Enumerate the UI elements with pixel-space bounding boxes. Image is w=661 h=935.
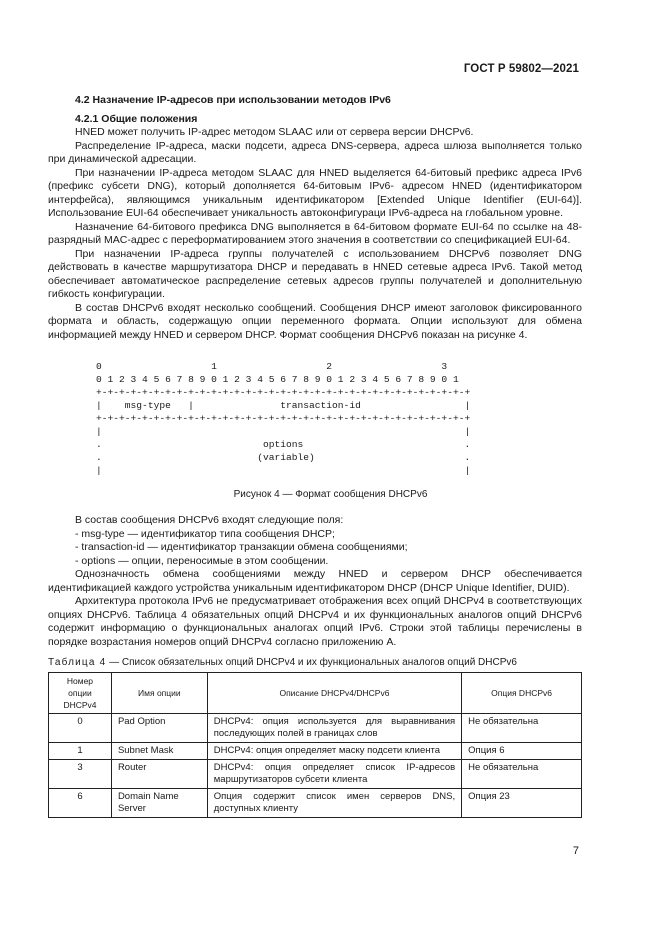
- table-cell: 6: [49, 789, 112, 818]
- table-cell: Subnet Mask: [111, 743, 207, 760]
- table-row: [49, 760, 582, 789]
- page-number: 7: [572, 845, 579, 857]
- standard-number: ГОСТ Р 59802—2021: [463, 63, 579, 75]
- body-text-1: [48, 126, 582, 342]
- section-heading: 4.2 Назначение IP-адресов при использовании методов IPv6: [75, 94, 391, 106]
- figure-line: 0 1 2 3: [96, 361, 448, 372]
- figure-line: | msg-type | transaction-id |: [96, 400, 471, 411]
- paragraph: В состав сообщения DHCPv6 входят следующие поля:: [75, 514, 344, 526]
- table-cell: 0: [49, 714, 112, 743]
- figure-caption: Рисунок 4 — Формат сообщения DHCPv6: [233, 489, 428, 500]
- table-cell: Router: [111, 760, 207, 789]
- body-text-2: [48, 514, 582, 649]
- paragraph: Архитектура протокола IPv6 не предусматривает отображения всех опций DHCPv4 в соответствующих опциях DHCPv6. Таблица 4 обязательных опций DHCPv4 и их функциональных аналогов опций DHCPv6 содержит информацию о функциональных аналогах опций IPv6. Строки этой таблицы перечислены в порядке возрастания номеров опций DHCPv4 согласно приложению А.: [48, 595, 582, 648]
- table-cell: Опция 23: [462, 789, 582, 818]
- list-item: - msg-type — идентификатор типа сообщения DHCP;: [75, 527, 335, 540]
- figure-line: +-+-+-+-+-+-+-+-+-+-+-+-+-+-+-+-+-+-+-+-+-+-+-+-+-+-+-+-+-+-+-+-+: [96, 387, 471, 398]
- table-cell: Опция содержит список имен серверов DNS, доступных клиенту: [207, 789, 461, 818]
- figure-line: +-+-+-+-+-+-+-+-+-+-+-+-+-+-+-+-+-+-+-+-+-+-+-+-+-+-+-+-+-+-+-+-+: [96, 413, 471, 424]
- paragraph: Распределение IP-адреса, маски подсети, адреса DNS-сервера, адреса шлюза выполняется только при динамической адресации.: [48, 139, 582, 165]
- paragraph: HNED может получить IP-адрес методом SLAAC или от сервера версии DHCPv6.: [75, 126, 474, 138]
- paragraph: При назначении IP-адреса методом SLAAC для HNED выделяется 64-битовый префикс адреса IPv6 (префикс субсети DNG), который дополняется 64-битовым IPv6- адресом HNED (идентификатором интерфейса), являющимся уникальным идентификатором [Extended Unique Identifier (EUI-64)]. Использование EUI-64 обеспечивает уникальность автоконфигураци IPv6-адреса на глобальном уровне.: [48, 166, 582, 219]
- list-item: - transaction-id — идентификатор транзакции обмена сообщениями;: [75, 541, 408, 553]
- table-cell: Pad Option: [111, 714, 207, 743]
- figure-line: | |: [96, 465, 471, 476]
- table-header-row: [49, 673, 582, 714]
- subsection-heading: 4.2.1 Общие положения: [75, 113, 198, 125]
- table-cell: Не обязательна: [462, 714, 582, 743]
- list-item: - options — опции, переносимые в этом сообщении.: [75, 554, 329, 567]
- table-caption-label: Таблица 4: [48, 657, 107, 668]
- paragraph: В состав DHCPv6 входят несколько сообщений. Сообщения DHCP имеют заголовок фиксированного формата и область, содержащую опции переменного формата. Опции используют для обмена информацией между HNED и сервером DHCP. Формат сообщения DHCPv6 показан на рисунке 4.: [48, 301, 582, 341]
- figure-line: . options .: [96, 439, 471, 450]
- options-table: [48, 672, 582, 818]
- figure-line: 0 1 2 3 4 5 6 7 8 9 0 1 2 3 4 5 6 7 8 9 0 1 2 3 4 5 6 7 8 9 0 1: [96, 374, 459, 385]
- table-row: [49, 743, 582, 760]
- table-cell: Domain Name Server: [111, 789, 207, 818]
- paragraph: При назначении IP-адреса группы получателей с использованием DHCPv6 позволяет DNG действовать в качестве маршрутизатора DHCP и передавать в HNED сетевые адреса IPv6. Такой метод обеспечивает автоматическое распределение сетевых адресов группы получателей и дополнительную гибкость конфигурации.: [48, 247, 582, 300]
- figure-line: | |: [96, 426, 471, 437]
- table-cell: DHCPv4: опция определяет список IP-адресов маршрутизаторов субсети клиента: [207, 760, 461, 789]
- table-caption: [48, 657, 517, 668]
- table-cell: DHCPv4: опция определяет маску подсети клиента: [207, 743, 461, 760]
- table-cell: Не обязательна: [462, 760, 582, 789]
- table-cell: Опция 6: [462, 743, 582, 760]
- table-caption-text: — Список обязательных опций DHCPv4 и их функциональных аналогов опций DHCPv6: [106, 657, 517, 668]
- table-cell: 1: [49, 743, 112, 760]
- table-header: Описание DHCPv4/DHCPv6: [207, 673, 461, 714]
- table-header: Имя опции: [111, 673, 207, 714]
- figure-line: . (variable) .: [96, 452, 471, 463]
- paragraph: Назначение 64-битового префикса DNG выполняется в 64-битовом формате EUI-64 по ссылке на 48-разрядный MAC-адрес с переформатированием этого значения в соответствии со спецификацией EUI-64.: [48, 220, 582, 246]
- table-row: [49, 714, 582, 743]
- table-cell: 3: [49, 760, 112, 789]
- table-cell: DHCPv4: опция используется для выравнивания последующих полей в границах слов: [207, 714, 461, 743]
- table-row: [49, 789, 582, 818]
- table-header: Опция DHCPv6: [462, 673, 582, 714]
- table-header: Номер опции DHCPv4: [49, 673, 112, 714]
- paragraph: Однозначность обмена сообщениями между HNED и сервером DHCP обеспечивается идентификацией каждого устройства уникальным идентификатором DHCP (DHCP Unique Identifier, DUID).: [48, 568, 582, 594]
